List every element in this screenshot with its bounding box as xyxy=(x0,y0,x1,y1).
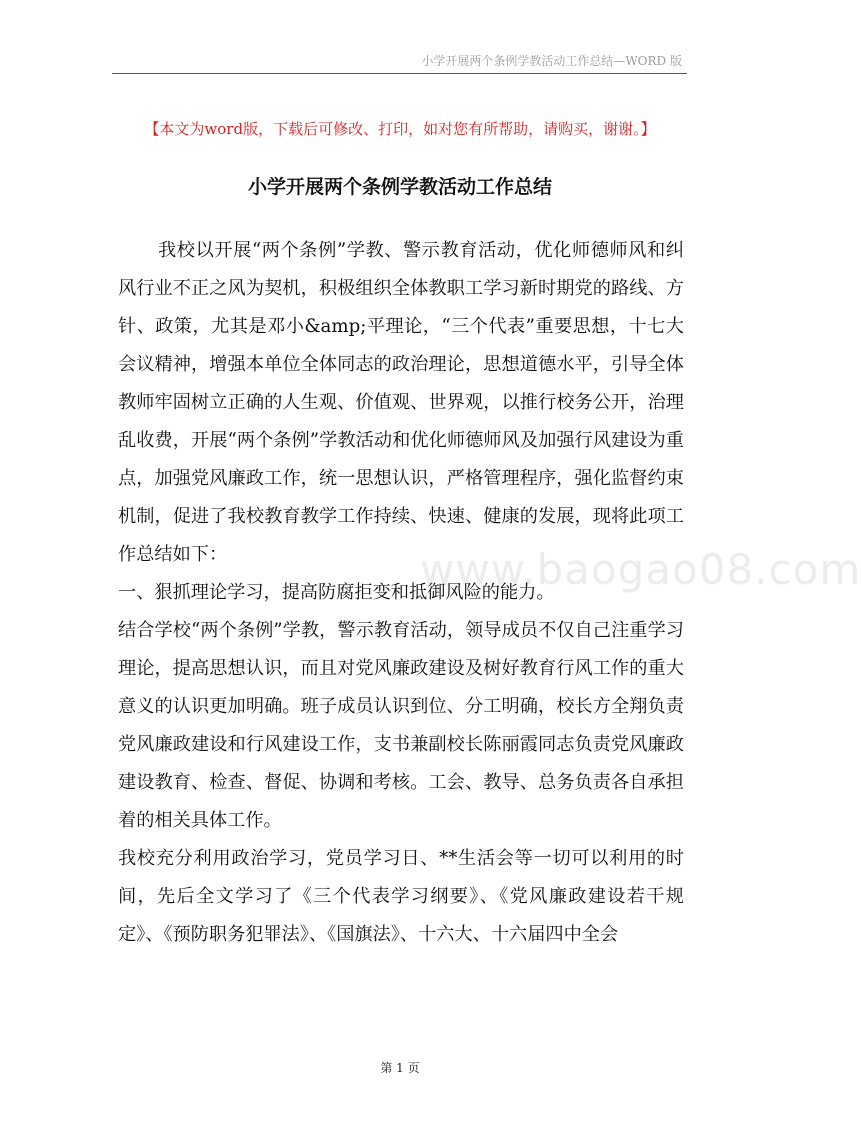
paragraph-intro: 我校以开展“两个条例”学教、警示教育活动，优化师德师风和纠风行业不正之风为契机，积极组织全体教职工学习新时期党的路线、方针、政策，尤其是邓小&amp;平理论，“三个代表”重要思想，十七大会议精神，增强本单位全体同志的政治理论，思想道德水平，引导全体教师牢固树立正确的人生观、价值观、世界观，以推行校务公开，治理乱收费，开展“两个条例”学教活动和优化师德师风及加强行风建设为重点，加强党风廉政工作，统一思想认识，严格管理程序，强化监督约束机制，促进了我校教育教学工作持续、快速、健康的发展，现将此项工作总结如下： xyxy=(118,240,684,565)
download-notice: 【本文为word版，下载后可修改、打印，如对您有所帮助，请购买，谢谢。】 xyxy=(144,120,656,138)
paragraph-study: 我校充分利用政治学习，党员学习日、**生活会等一切可以利用的时间，先后全文学习了《三个代表学习纲要》、《党风廉政建设若干规定》、《预防职务犯罪法》、《国旗法》、十六大、十六届四中全会 xyxy=(118,848,684,945)
section-heading-1: 一、狠抓理论学习，提高防腐拒变和抵御风险的能力。 xyxy=(118,582,555,603)
watermark: www.baogao08.com xyxy=(420,545,861,594)
running-header: 小学开展两个条例学教活动工作总结—WORD 版 xyxy=(421,54,682,68)
document-title: 小学开展两个条例学教活动工作总结 xyxy=(247,176,552,198)
page-number: 第 1 页 xyxy=(380,1061,420,1075)
header-rule xyxy=(112,73,687,74)
paragraph-section-1: 结合学校“两个条例”学教，警示教育活动，领导成员不仅自己注重学习理论，提高思想认识，而且对党风廉政建设及树好教育行风工作的重大意义的认识更加明确。班子成员认识到位、分工明确，校长方全翔负责党风廉政建设和行风建设工作，支书兼副校长陈丽霞同志负责党风廉政建设教育、检查、督促、协调和考核。工会、教导、总务负责各自承担着的相关具体工作。 xyxy=(118,620,684,831)
